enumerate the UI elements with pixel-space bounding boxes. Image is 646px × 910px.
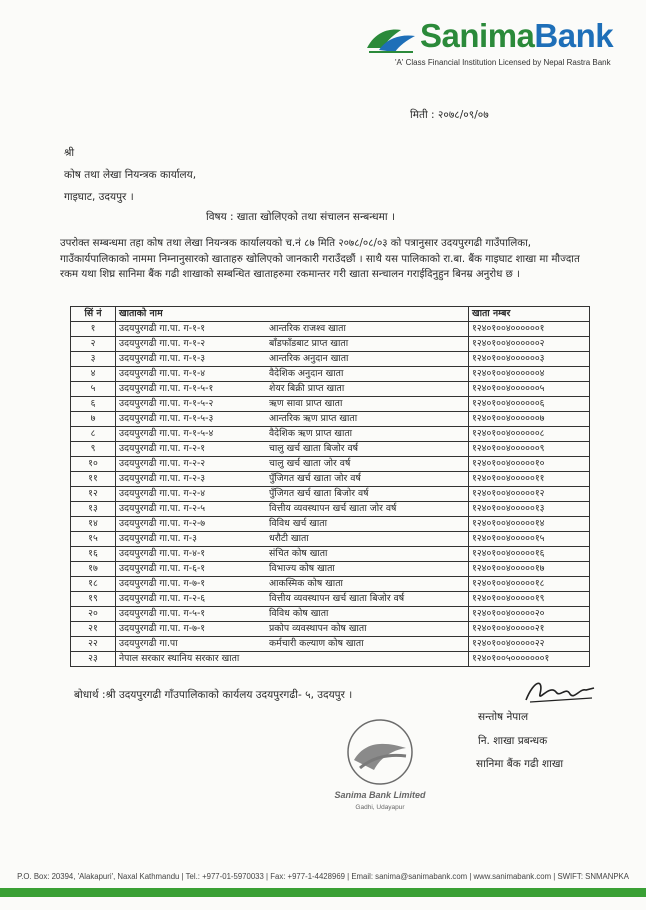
row-code: उदयपुरगढी गा.पा. ग-५-१ bbox=[119, 608, 206, 619]
row-account-name bbox=[116, 652, 469, 667]
row-account-name bbox=[116, 517, 469, 532]
footer-contact: P.O. Box: 20394, 'Alakapuri', Naxal Kathmandu | Tel.: +977-01-5970033 | Fax: +977-1-4428969 | Email: sanima@sanimabank.com | www.sanimabank.com | SWIFT: SNMANPKA bbox=[17, 872, 629, 881]
table-row bbox=[71, 592, 590, 607]
row-account-name bbox=[116, 622, 469, 637]
row-account-number: १२४०१००४०००००१५ bbox=[469, 532, 590, 547]
row-title: वित्तीय व्यवस्थापन खर्च खाता जोर वर्ष bbox=[269, 503, 397, 514]
row-account-number: १२४०१००४००००००४ bbox=[469, 367, 590, 382]
row-code: नेपाल सरकार स्थानिय सरकार खाता bbox=[119, 653, 240, 664]
row-account-name bbox=[116, 442, 469, 457]
row-title: प्रकोप व्यवस्थापन कोष खाता bbox=[269, 623, 367, 634]
row-account-number: १२४०१००४००००००९ bbox=[469, 442, 590, 457]
signer-title: नि. शाखा प्रबन्धक bbox=[478, 735, 548, 747]
row-sn: १५ bbox=[71, 532, 116, 547]
row-sn: २ bbox=[71, 337, 116, 352]
row-account-name bbox=[116, 577, 469, 592]
row-sn: १६ bbox=[71, 547, 116, 562]
recipient-address: गाइघाट, उदयपुर । bbox=[64, 191, 134, 203]
row-sn: ८ bbox=[71, 427, 116, 442]
row-code: उदयपुरगढी गा.पा. ग-१-५-२ bbox=[119, 398, 214, 409]
table-row bbox=[71, 562, 590, 577]
row-title: वैदेशिक ऋण प्राप्त खाता bbox=[269, 428, 353, 439]
row-account-number: १२४०१००४०००००१४ bbox=[469, 517, 590, 532]
row-code: उदयपुरगढी गा.पा. ग-१-५-१ bbox=[119, 383, 214, 394]
table-row bbox=[71, 502, 590, 517]
row-sn: १७ bbox=[71, 562, 116, 577]
table-row bbox=[71, 397, 590, 412]
header-account-name: खाताको नाम bbox=[116, 307, 469, 322]
row-account-name bbox=[116, 502, 469, 517]
row-sn: १९ bbox=[71, 592, 116, 607]
row-title: पुँजिगत खर्च खाता बिजोर वर्ष bbox=[269, 488, 369, 499]
row-code: उदयपुरगढी गा.पा. ग-४-१ bbox=[119, 548, 206, 559]
handwritten-signature bbox=[520, 672, 600, 712]
salutation: श्री bbox=[64, 147, 75, 159]
table-row bbox=[71, 427, 590, 442]
table-row bbox=[71, 442, 590, 457]
row-code: उदयपुरगढी गा.पा. ग-७-१ bbox=[119, 623, 206, 634]
row-sn: २० bbox=[71, 607, 116, 622]
letter-date: मिती : २०७८/०९/०७ bbox=[410, 109, 489, 121]
row-sn: १ bbox=[71, 322, 116, 337]
letter-subject: विषय : खाता खोलिएको तथा संचालन सन्बन्धमा । bbox=[206, 211, 395, 223]
row-code: उदयपुरगढी गा.पा. ग-२-४ bbox=[119, 488, 206, 499]
header-account-number: खाता नम्बर bbox=[469, 307, 590, 322]
row-account-name bbox=[116, 412, 469, 427]
brand-part-sanima: Sanima bbox=[420, 17, 535, 54]
row-code: उदयपुरगढी गा.पा. ग-३ bbox=[119, 533, 197, 544]
row-title: बाँडफाँडबाट प्राप्त खाता bbox=[269, 338, 349, 349]
accounts-table bbox=[70, 306, 590, 667]
row-title: पुँजिगत खर्च खाता जोर वर्ष bbox=[269, 473, 361, 484]
row-code: उदयपुरगढी गा.पा. ग-२-३ bbox=[119, 473, 206, 484]
row-sn: १० bbox=[71, 457, 116, 472]
row-code: उदयपुरगढी गा.पा. ग-२-१ bbox=[119, 443, 206, 454]
row-title: आन्तरिक अनुदान खाता bbox=[269, 353, 349, 364]
row-code: उदयपुरगढी गा.पा. ग-१-१ bbox=[119, 323, 206, 334]
bank-stamp-seal bbox=[330, 712, 430, 814]
table-row bbox=[71, 487, 590, 502]
row-account-number: १२४०१००४०००००११ bbox=[469, 472, 590, 487]
row-account-number: १२४०१००४०००००१९ bbox=[469, 592, 590, 607]
row-account-number: १२४०१००४०००००१८ bbox=[469, 577, 590, 592]
row-account-number: १२४०१००४०००००१० bbox=[469, 457, 590, 472]
table-row bbox=[71, 547, 590, 562]
row-sn: ६ bbox=[71, 397, 116, 412]
row-sn: ३ bbox=[71, 352, 116, 367]
table-row bbox=[71, 367, 590, 382]
row-sn: १२ bbox=[71, 487, 116, 502]
row-sn: १८ bbox=[71, 577, 116, 592]
row-account-name bbox=[116, 562, 469, 577]
row-account-number: १२४०१००४००००००३ bbox=[469, 352, 590, 367]
row-title: संचित कोष खाता bbox=[269, 548, 328, 559]
table-header-row bbox=[71, 307, 590, 322]
row-account-name bbox=[116, 382, 469, 397]
table-row bbox=[71, 472, 590, 487]
row-account-name bbox=[116, 487, 469, 502]
row-title: चालु खर्च खाता जोर वर्ष bbox=[269, 458, 351, 469]
recipient-office: कोष तथा लेखा नियन्त्रक कार्यालय, bbox=[64, 169, 197, 181]
row-account-number: १२४०१००४००००००५ bbox=[469, 382, 590, 397]
row-account-name bbox=[116, 367, 469, 382]
header-sn: सिं नं bbox=[71, 307, 116, 322]
row-sn: ११ bbox=[71, 472, 116, 487]
table-row bbox=[71, 607, 590, 622]
row-account-number: १२४०१००४०००००२० bbox=[469, 607, 590, 622]
row-title: विभाज्य कोष खाता bbox=[269, 563, 335, 574]
row-title: विविध खर्च खाता bbox=[269, 518, 328, 529]
cc-line: बोधार्थ :श्री उदयपुरगढी गाँउपालिकाको कार्यलय उदयपुरगढी- ५, उदयपुर । bbox=[74, 689, 353, 701]
row-code: उदयपुरगढी गा.पा. ग-२-५ bbox=[119, 503, 206, 514]
row-title: आन्तरिक ऋण प्राप्त खाता bbox=[269, 413, 358, 424]
table-row bbox=[71, 532, 590, 547]
row-code: उदयपुरगढी गा.पा. ग-२-७ bbox=[119, 518, 206, 529]
row-code: उदयपुरगढी गा.पा. ग-२-६ bbox=[119, 593, 206, 604]
row-title: वित्तीय व्यवस्थापन खर्च खाता बिजोर वर्ष bbox=[269, 593, 405, 604]
row-title: विविध कोष खाता bbox=[269, 608, 329, 619]
row-code: उदयपुरगढी गा.पा. ग-१-५-४ bbox=[119, 428, 214, 439]
row-code: उदयपुरगढी गा.पा. ग-७-१ bbox=[119, 578, 206, 589]
table-row bbox=[71, 322, 590, 337]
row-sn: ९ bbox=[71, 442, 116, 457]
row-title: वैदेशिक अनुदान खाता bbox=[269, 368, 344, 379]
row-account-number: १२४०१००४०००००२२ bbox=[469, 637, 590, 652]
table-row bbox=[71, 517, 590, 532]
row-account-number: १२४०१००४००००००७ bbox=[469, 412, 590, 427]
row-sn: २३ bbox=[71, 652, 116, 667]
bank-brand-name bbox=[420, 16, 613, 56]
row-account-number: १२४०१००४०००००१७ bbox=[469, 562, 590, 577]
footer-green-bar bbox=[0, 888, 646, 897]
accounts-table-body bbox=[71, 322, 590, 667]
table-row bbox=[71, 412, 590, 427]
row-account-number: १२४०१००४००००००६ bbox=[469, 397, 590, 412]
table-row bbox=[71, 337, 590, 352]
row-code: उदयपुरगढी गा.पा bbox=[119, 638, 178, 649]
row-sn: १४ bbox=[71, 517, 116, 532]
row-code: उदयपुरगढी गा.पा. ग-१-४ bbox=[119, 368, 206, 379]
row-code: उदयपुरगढी गा.पा. ग-२-२ bbox=[119, 458, 206, 469]
row-code: उदयपुरगढी गा.पा. ग-६-१ bbox=[119, 563, 206, 574]
row-account-number: १२४०१००५०००००००१ bbox=[469, 652, 590, 667]
row-title: धरौटी खाता bbox=[269, 533, 309, 544]
row-title: चालु खर्च खाता बिजोर वर्ष bbox=[269, 443, 359, 454]
row-account-name bbox=[116, 592, 469, 607]
row-code: उदयपुरगढी गा.पा. ग-१-२ bbox=[119, 338, 206, 349]
row-account-number: १२४०१००४०००००१२ bbox=[469, 487, 590, 502]
signer-name: सन्तोष नेपाल bbox=[478, 711, 529, 723]
row-account-number: १२४०१००४००००००२ bbox=[469, 337, 590, 352]
row-account-number: १२४०१००४०००००१६ bbox=[469, 547, 590, 562]
stamp-line2: Gadhi, Udayapur bbox=[355, 804, 405, 811]
row-account-number: १२४०१००४०००००१३ bbox=[469, 502, 590, 517]
row-sn: १३ bbox=[71, 502, 116, 517]
row-account-name bbox=[116, 532, 469, 547]
row-sn: ७ bbox=[71, 412, 116, 427]
row-sn: ४ bbox=[71, 367, 116, 382]
row-account-name bbox=[116, 607, 469, 622]
table-row bbox=[71, 652, 590, 667]
row-account-name bbox=[116, 457, 469, 472]
row-sn: २२ bbox=[71, 637, 116, 652]
row-account-name bbox=[116, 352, 469, 367]
stamp-line1: Sanima Bank Limited bbox=[334, 790, 426, 800]
row-code: उदयपुरगढी गा.पा. ग-१-५-३ bbox=[119, 413, 214, 424]
table-row bbox=[71, 352, 590, 367]
table-row bbox=[71, 457, 590, 472]
row-account-number: १२४०१००४००००००८ bbox=[469, 427, 590, 442]
brand-part-bank: Bank bbox=[534, 17, 614, 54]
row-title: ऋण सावा प्राप्त खाता bbox=[269, 398, 343, 409]
row-sn: ५ bbox=[71, 382, 116, 397]
table-row bbox=[71, 382, 590, 397]
row-code: उदयपुरगढी गा.पा. ग-१-३ bbox=[119, 353, 206, 364]
row-title: आकस्मिक कोष खाता bbox=[269, 578, 343, 589]
row-account-name bbox=[116, 322, 469, 337]
row-account-number: १२४०१००४०००००२१ bbox=[469, 622, 590, 637]
letter-body: उपरोक्त सम्बन्धमा तहा कोष तथा लेखा नियन्त्रक कार्यालयको च.नं ८७ मिति २०७८/०८/०३ को पत्रानुसार उदयपुरगढी गाउँपालिका, गाउँकार्यपालिकाको नाममा निम्नानुसारको खाताहरु खोलिएको जानकारी गराउँदछौं । साथै यस पालिकाको रा.बा. बैंक गाइघाट शाखा मा मौज्दात रकम यथा शिघ्र सानिमा बैंक गढी शाखाको सम्बन्धित खाताहरुमा रकमान्तर गरी खाता सन्चालन गराईदिनुहुन बिनम्र अनुरोध छ । bbox=[60, 238, 580, 280]
table-row bbox=[71, 637, 590, 652]
row-account-name bbox=[116, 337, 469, 352]
bank-tagline: 'A' Class Financial Institution Licensed by Nepal Rastra Bank bbox=[395, 58, 611, 67]
row-account-name bbox=[116, 427, 469, 442]
row-sn: २१ bbox=[71, 622, 116, 637]
row-account-name bbox=[116, 472, 469, 487]
row-title: आन्तरिक राजश्व खाता bbox=[269, 323, 346, 334]
table-row bbox=[71, 577, 590, 592]
row-account-name bbox=[116, 547, 469, 562]
row-account-number: १२४०१००४००००००१ bbox=[469, 322, 590, 337]
table-row bbox=[71, 622, 590, 637]
row-account-name bbox=[116, 637, 469, 652]
row-title: कर्मचारी कल्याण कोष खाता bbox=[269, 638, 364, 649]
row-account-name bbox=[116, 397, 469, 412]
bank-logo-icon bbox=[365, 24, 417, 56]
signer-branch: सानिमा बैंक गढी शाखा bbox=[476, 758, 564, 770]
row-title: शेयर बिक्री प्राप्त खाता bbox=[269, 383, 345, 394]
